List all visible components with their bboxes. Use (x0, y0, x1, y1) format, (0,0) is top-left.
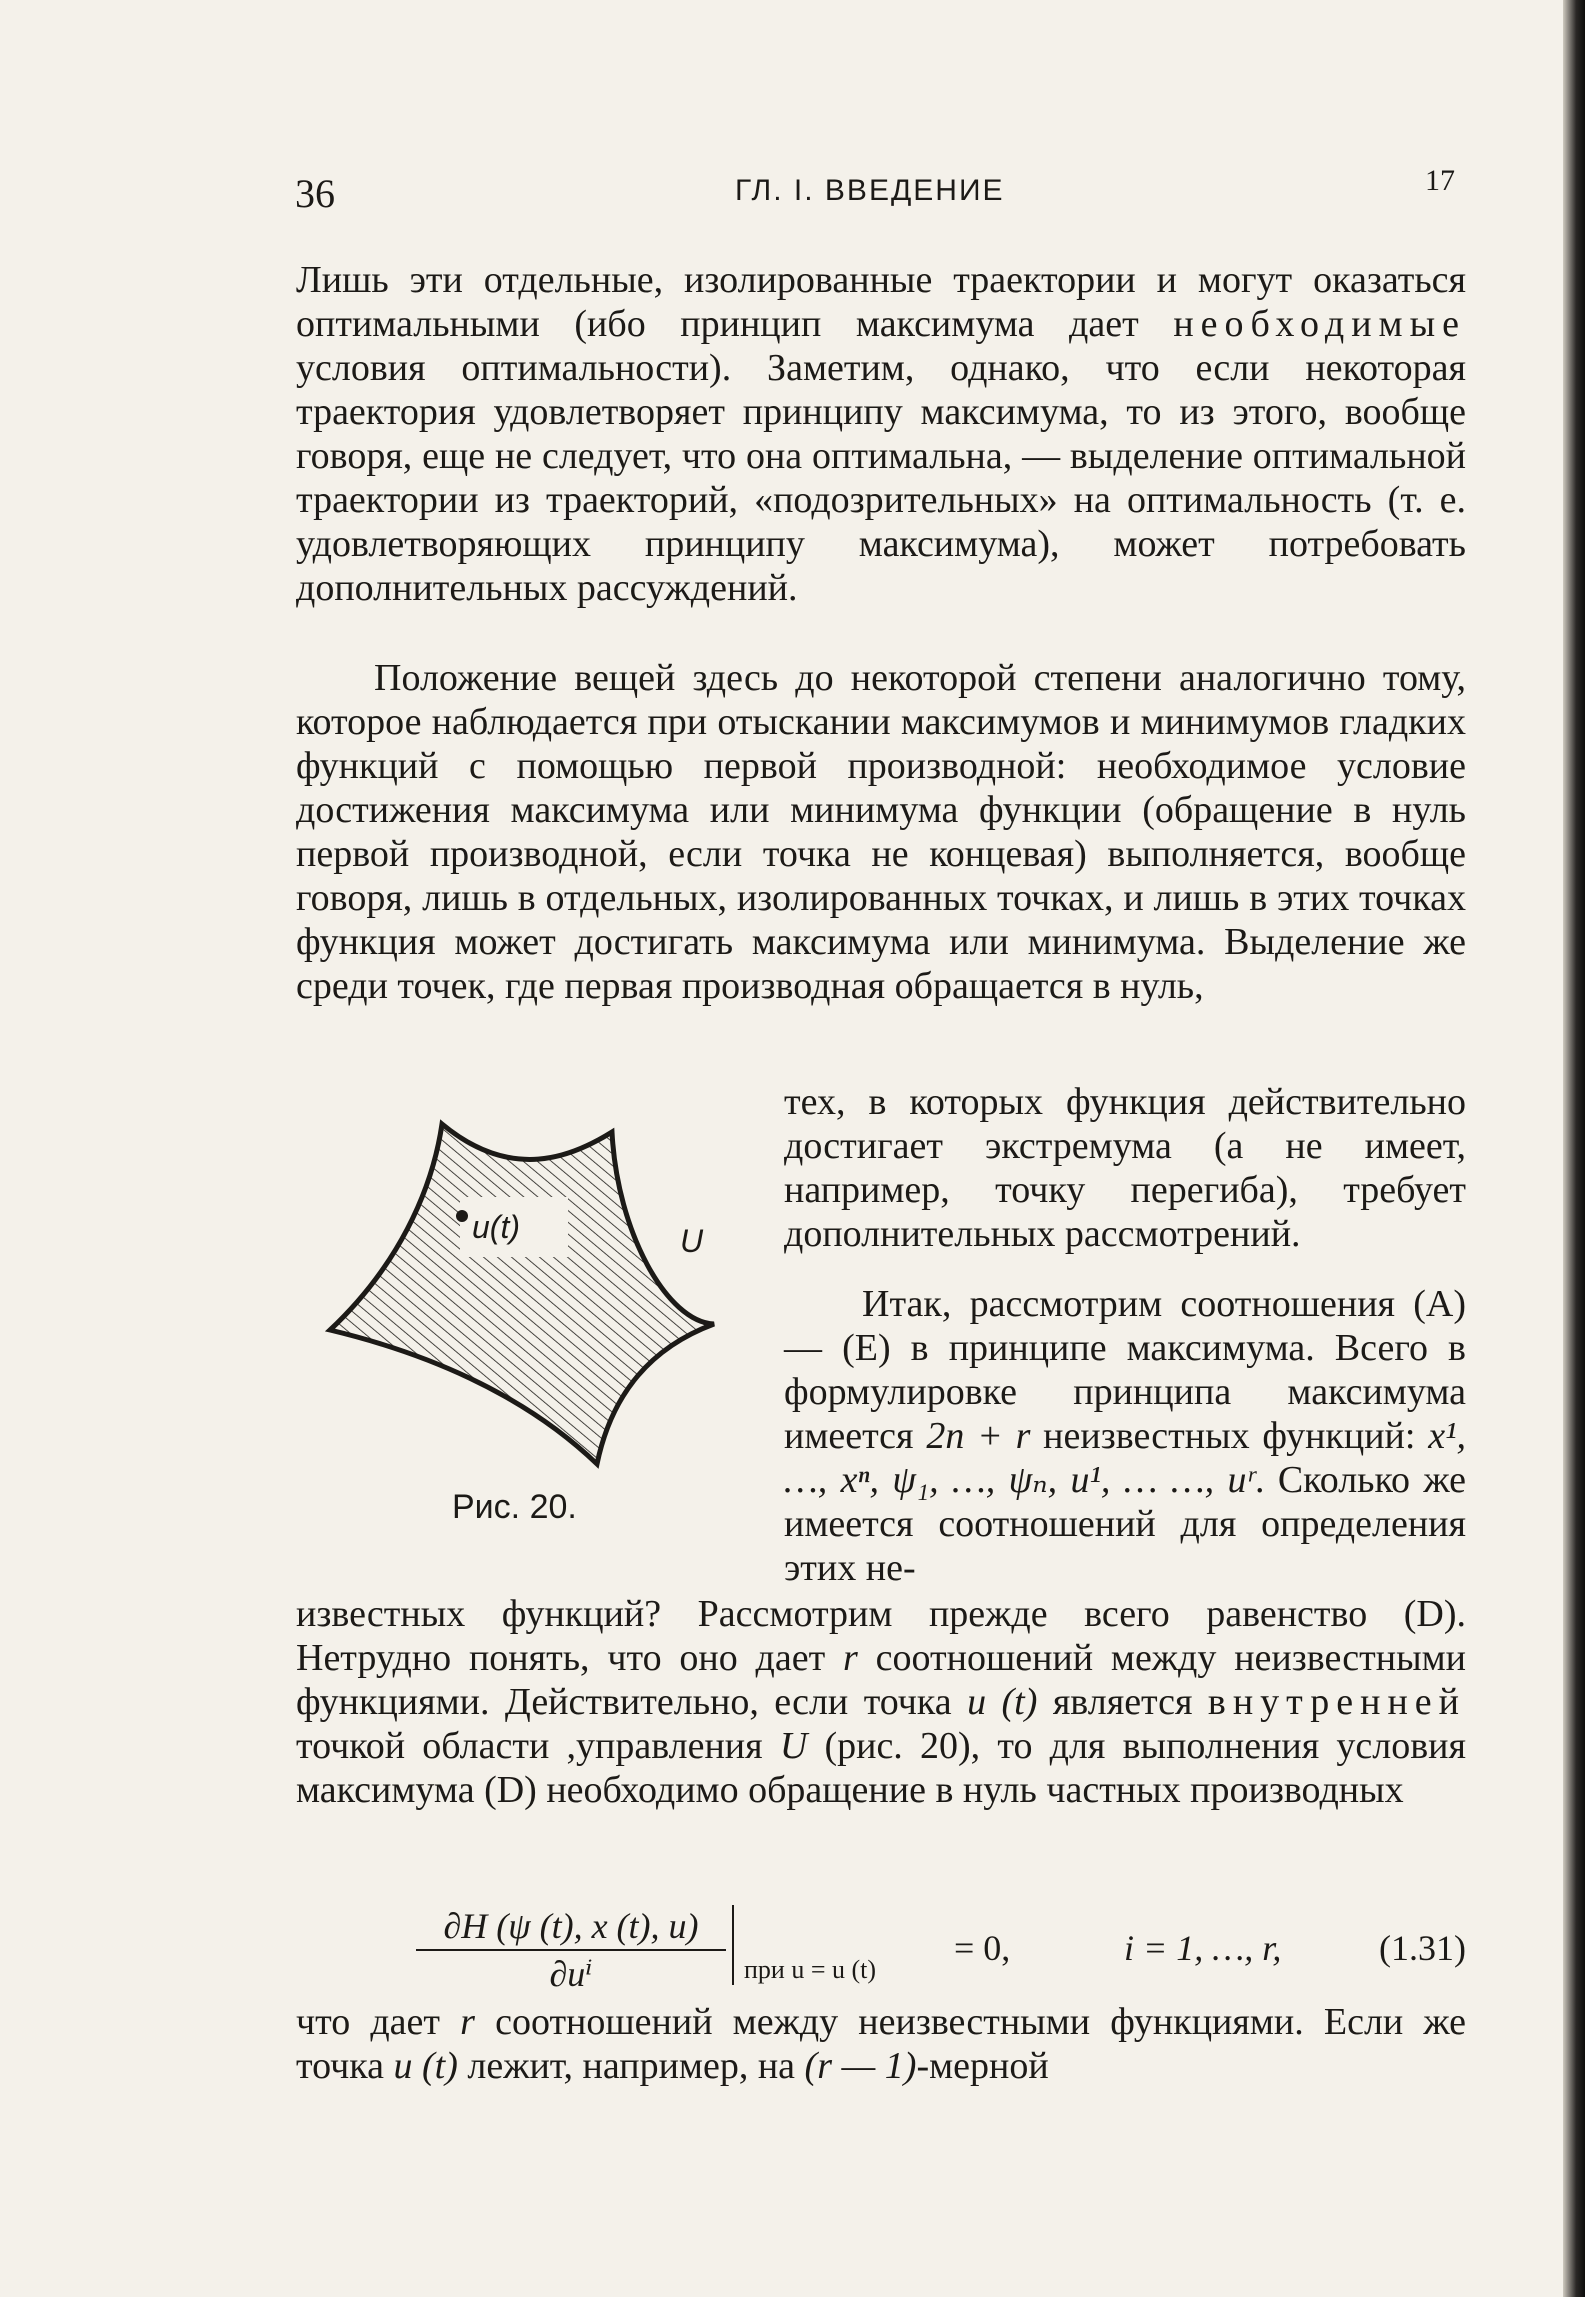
p4-text-a: что дает (296, 2001, 461, 2043)
region-u-drawing (312, 1102, 732, 1482)
figure-20 (312, 1102, 732, 1482)
w2-math-2: x¹, …, xⁿ, ψ₁, …, ψₙ, u¹, … …, uʳ (784, 1415, 1466, 1501)
p4-math-r1: (r — 1) (804, 2045, 917, 2087)
w2-math-1: 2n + r (926, 1415, 1031, 1457)
p3-spaced-word: внутренней (1207, 1681, 1466, 1723)
point-u-t (456, 1210, 468, 1222)
p3-text-e: (рис. 20), то для выполнения условия максимума (D) необходимо обращение в нуль частных производных (296, 1725, 1466, 1811)
p3-math-U: U (779, 1725, 808, 1767)
w2-text-b: неизвестных функций: (1030, 1415, 1429, 1457)
p3-text-d: точкой области ,управления (296, 1725, 780, 1767)
point-label: u(t) (472, 1209, 520, 1245)
scanned-page-edge (1563, 0, 1585, 2297)
p1-text-b: условия оптимальности). Заметим, однако, что если некоторая траектория удовлетворяет принципу максимума, то из этого, вообще говоря, еще не следует, что она оптимальна, — выделение оптимальной траектории из траекторий, «подозрительных» на оптимальность (т. е. удовлетворяющих принципу максимума), может потребовать дополнительных рассуждений. (296, 347, 1466, 609)
p4-math-ut: u (t) (393, 2045, 458, 2087)
wrap-text-2 (784, 1282, 1466, 1590)
evaluation-bar (732, 1905, 734, 1985)
wrap-text-1: тех, в которых функция действительно достигает экстремума (а не имеет, например, точку перегиба), требует дополнительных рассмотрений. (784, 1081, 1466, 1255)
figure-caption: Рис. 20. (452, 1488, 577, 1526)
p1-text-a: Лишь эти отдельные, изолированные траектории и могут оказаться оптимальными (ибо принцип максимума дает (296, 259, 1466, 345)
region-u-shape (330, 1124, 714, 1464)
w2-text-c: . Сколько же имеется соотношений для определения этих не- (784, 1459, 1466, 1589)
page-number: 36 (295, 171, 335, 216)
p3-text-b: соотношений между неизвестными функциями. Действительно, если точка (296, 1637, 1467, 1723)
equation-number: (1.31) (1379, 1928, 1466, 1968)
p3-text-c: является (1037, 1681, 1208, 1723)
p1-spaced-word: необходимые (1173, 303, 1466, 345)
page-header (295, 164, 1455, 220)
evaluation-condition: при u = u (t) (744, 1955, 877, 1984)
region-label: U (680, 1223, 704, 1259)
equals-zero: = 0, (954, 1928, 1011, 1968)
w2-text-a: Итак, рассмотрим соотношения (A) — (E) в принципе максимума. Всего в формулировке принципа максимума имеется (784, 1283, 1466, 1457)
derivative-fraction (416, 1905, 726, 1995)
paragraph-1 (296, 258, 1466, 610)
paragraph-3 (296, 1592, 1466, 1812)
paragraph-4 (296, 2000, 1466, 2088)
p4-text-b: соотношений между неизвестными функциями. Если же точка (296, 2001, 1466, 2087)
margin-mark: 17 (1425, 164, 1455, 197)
fraction-numerator: ∂H (ψ (t), x (t), u) (416, 1905, 726, 1951)
p4-text-d: -мерной (916, 2045, 1049, 2087)
p4-text-c: лежит, например, на (457, 2045, 805, 2087)
index-range: i = 1, …, r, (1124, 1928, 1282, 1968)
paragraph-2: Положение вещей здесь до некоторой степени аналогично тому, которое наблюдается при отыскании максимумов и минимумов гладких функций с помощью первой производной: необходимое условие достижения максимума или минимума функции (обращение в нуль первой производной, если точка не концевая) выполняется, вообще говоря, лишь в отдельных, изолированных точках, и лишь в этих точках функция может достигать максимума или минимума. Выделение же среди точек, где первая производная обращается в нуль, (296, 657, 1466, 1007)
p3-math-r: r (843, 1637, 858, 1679)
running-head: ГЛ. I. ВВЕДЕНИЕ (735, 174, 1005, 207)
equation-1-31 (296, 1905, 1466, 1995)
p3-text-a: известных функций? Рассмотрим прежде всего равенство (D). Нетрудно понять, что оно дает (296, 1593, 1466, 1679)
p4-math-r: r (460, 2001, 475, 2043)
p3-math-ut: u (t) (967, 1681, 1038, 1723)
fraction-denominator: ∂uⁱ (549, 1954, 593, 1994)
